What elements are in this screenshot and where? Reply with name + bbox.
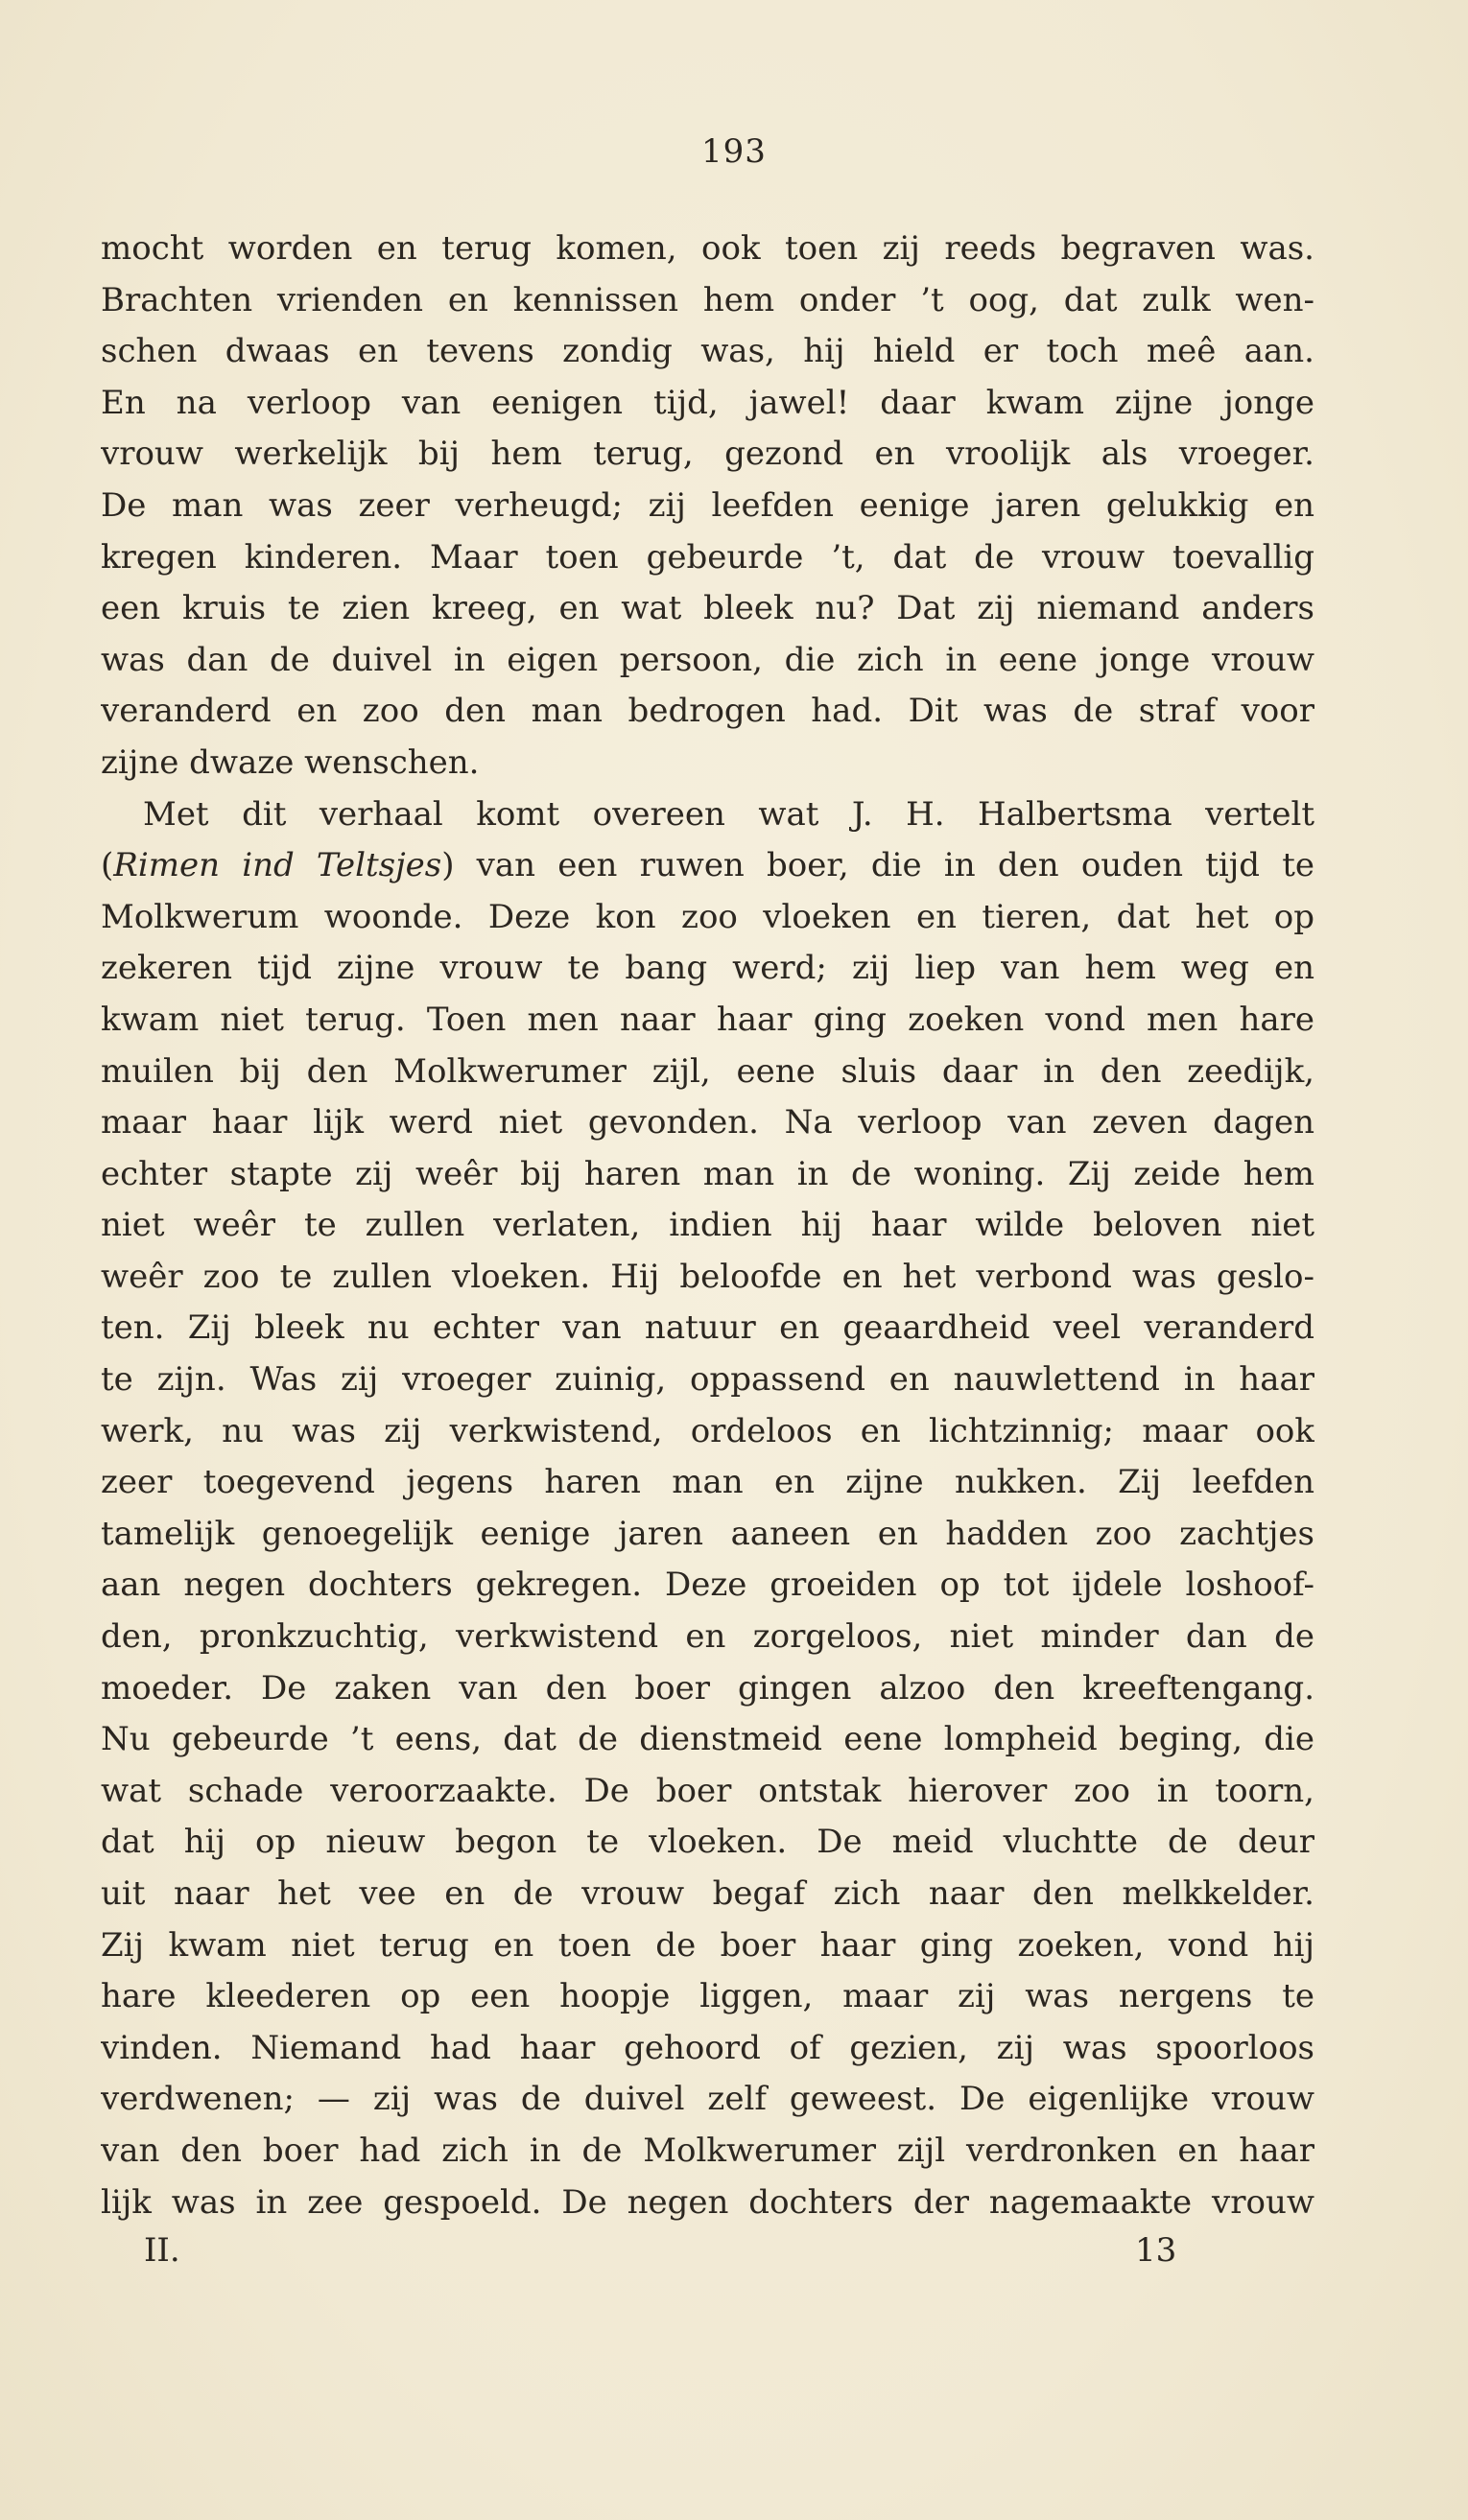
text-line: echter stapte zij weêr bij haren man in de woning. Zij zeide hem	[101, 1154, 1314, 1193]
volume-signature: II.	[144, 2231, 180, 2270]
text-line: niet weêr te zullen verlaten, indien hij haar wilde beloven niet	[101, 1206, 1314, 1245]
text-fragment: (	[101, 846, 114, 885]
text-line: schen dwaas en tevens zondig was, hij hield er toch meê aan.	[101, 332, 1314, 371]
text-line: En na verloop van eenigen tijd, jawel! daar kwam zijne jonge	[101, 383, 1314, 422]
text-line: maar haar lijk werd niet gevonden. Na verloop van zeven dagen	[101, 1103, 1314, 1142]
text-line: aan negen dochters gekregen. Deze groeiden op tot ijdele loshoof-	[101, 1566, 1314, 1605]
text-line-with-title	[101, 840, 1314, 892]
sheet-signature: 13	[1135, 2231, 1177, 2270]
text-line: uit naar het vee en de vrouw begaf zich naar den melkkelder.	[101, 1874, 1314, 1913]
text-line: verdwenen; — zij was de duivel zelf geweest. De eigenlijke vrouw	[101, 2080, 1314, 2119]
paragraph-end-line: zijne dwaze wenschen.	[101, 742, 480, 782]
book-title: Rimen ind Teltsjes	[113, 846, 442, 885]
text-line: Brachten vrienden en kennissen hem onder ’t oog, dat zulk wen-	[101, 280, 1314, 319]
text-line: dat hij op nieuw begon te vloeken. De meid vluchtte de deur	[101, 1823, 1314, 1862]
text-line: kregen kinderen. Maar toen gebeurde ’t, dat de vrouw toevallig	[101, 537, 1314, 577]
text-line: zekeren tijd zijne vrouw te bang werd; zij liep van hem weg en	[101, 949, 1314, 988]
text-line: een kruis te zien kreeg, en wat bleek nu? Dat zij niemand anders	[101, 589, 1314, 628]
text-line: veranderd en zoo den man bedrogen had. Dit was de straf voor	[101, 692, 1314, 731]
paragraph-start-line: Met dit verhaal komt overeen wat J. H. Halbertsma vertelt	[143, 794, 1314, 834]
text-line: lijk was in zee gespoeld. De negen dochters der nagemaakte vrouw	[101, 2182, 1314, 2222]
text-line: moeder. De zaken van den boer gingen alzoo den kreeftengang.	[101, 1668, 1314, 1707]
text-line: weêr zoo te zullen vloeken. Hij beloofde en het verbond was geslo-	[101, 1257, 1314, 1296]
text-line: ten. Zij bleek nu echter van natuur en geaardheid veel veranderd	[101, 1308, 1314, 1348]
text-line: Zij kwam niet terug en toen de boer haar ging zoeken, vond hij	[101, 1925, 1314, 1965]
page-number: 193	[701, 132, 767, 171]
text-line: zeer toegevend jegens haren man en zijne nukken. Zij leefden	[101, 1463, 1314, 1502]
text-line: wat schade veroorzaakte. De boer ontstak hierover zoo in toorn,	[101, 1771, 1314, 1810]
text-line: De man was zeer verheugd; zij leefden eenige jaren gelukkig en	[101, 485, 1314, 525]
text-line: muilen bij den Molkwerumer zijl, eene sluis daar in den zeedijk,	[101, 1051, 1314, 1091]
text-line: tamelijk genoegelijk eenige jaren aaneen en hadden zoo zachtjes	[101, 1514, 1314, 1553]
text-line: vinden. Niemand had haar gehoord of gezien, zij was spoorloos	[101, 2028, 1314, 2067]
text-line: mocht worden en terug komen, ook toen zij reeds begraven was.	[101, 229, 1314, 268]
text-line: Nu gebeurde ’t eens, dat de dienstmeid eene lompheid beging, die	[101, 1720, 1314, 1759]
text-line: te zijn. Was zij vroeger zuinig, oppassend en nauwlettend in haar	[101, 1360, 1314, 1400]
body-text	[101, 224, 1314, 2228]
text-line: werk, nu was zij verkwistend, ordeloos en lichtzinnig; maar ook	[101, 1411, 1314, 1450]
text-line: was dan de duivel in eigen persoon, die zich in eene jonge vrouw	[101, 640, 1314, 679]
text-line: hare kleederen op een hoopje liggen, maar zij was nergens te	[101, 1977, 1314, 2016]
text-line: Molkwerum woonde. Deze kon zoo vloeken en tieren, dat het op	[101, 897, 1314, 936]
text-line: kwam niet terug. Toen men naar haar ging zoeken vond men hare	[101, 1000, 1314, 1039]
text-line: van den boer had zich in de Molkwerumer zijl verdronken en haar	[101, 2131, 1314, 2170]
text-line: den, pronkzuchtig, verkwistend en zorgeloos, niet minder dan de	[101, 1617, 1314, 1657]
text-line: vrouw werkelijk bij hem terug, gezond en vroolijk als vroeger.	[101, 435, 1314, 474]
text-fragment: ) van een ruwen boer, die in den ouden tijd te	[441, 846, 1314, 885]
